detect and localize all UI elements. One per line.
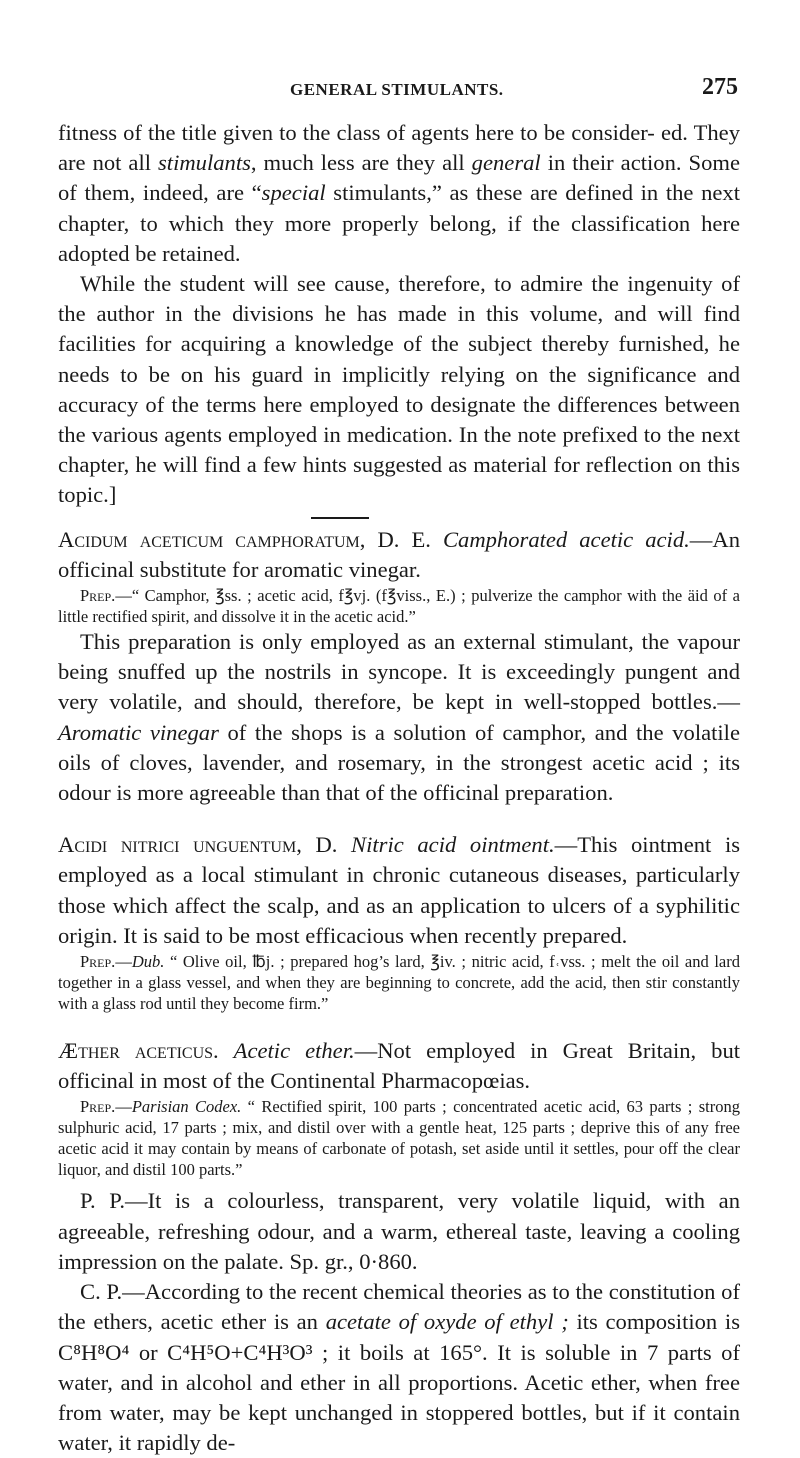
prep-text: “ Rectified spirit, 100 parts ; concentrated acetic acid, 63 parts ; strong sulphuric acid, 17 parts ; mix, and distil over with a gentle heat, 125 parts ; deprive this of any free acetic acid it may contain by means of carbonate of potash, set aside until it settles, pour off the clear liquor, and distil 100 parts.” bbox=[58, 1097, 740, 1180]
page-body bbox=[58, 118, 740, 1458]
emphasis-general: general bbox=[471, 150, 541, 176]
prep-label: Prep. bbox=[80, 952, 116, 972]
emphasis-aromatic-vinegar: Aromatic vinegar bbox=[58, 719, 219, 745]
entry-preparation: Prep.—Parisian Codex. “ Rectified spirit, 100 parts ; concentrated acetic acid, 63 parts ; strong sulphuric acid, 17 parts ; mix, and distil over with a gentle heat, 125 parts ; deprive this of any free acetic acid it may contain by means of carbonate of potash, set aside until it settles, pour off the clear liquor, and distil 100 parts.” bbox=[58, 1097, 740, 1180]
prep-text: —“ Camphor, ℥ss. ; acetic acid, f℥vj. (f℥viss., E.) ; pulverize the camphor with the äid of a little rectified spirit, and dissolve it in the acetic acid.” bbox=[58, 586, 740, 627]
intro-text: stimulants,” as bbox=[325, 180, 469, 206]
physical-properties: P. P.—It is a colourless, transparent, very volatile liquid, with an agreeable, refreshing odour, and a warm, ethereal taste, leaving a cooling impression on the palate. Sp. gr., 0·860. bbox=[58, 1188, 740, 1274]
entry-title: Acidi nitrici unguentum, bbox=[58, 832, 302, 858]
prep-source: Parisian Codex. bbox=[131, 1097, 242, 1117]
intro-paragraph-2: While the student will see cause, therefore, to admire the ingenuity of the author in the divisions he has made in this volume, and will find facilities for acquiring a knowledge of the subject thereby furnished, he needs to be on his guard in implicitly relying on the significance and accuracy of the terms here employed to designate the differences between the various agents employed in medication. In the note prefixed to the next chapter, he will find a few hints suggested as material for reflection on this topic.] bbox=[58, 271, 740, 508]
page-number: 275 bbox=[702, 74, 738, 100]
entry-source: D. E. bbox=[365, 526, 443, 552]
prep-text: “ Olive oil, ℔j. ; prepared hog’s lard, ℥iv. ; nitric acid, f˓vss. ; melt the oil and lard together in a glass vessel, and when they are beginning to concrete, add the acid, then stir constantly with a glass rod until they become firm.” bbox=[58, 952, 740, 1014]
cp-text: its composition is C⁸H⁸O⁴ or C⁴H⁵O+C⁴H³O³ ; it boils at 165°. It is soluble in 7 parts of water, and in alcohol and ether in all proportions. Acetic ether, when free from water, may be kept unchanged in stoppered bottles, but if it contain water, it rapidly de- bbox=[58, 1309, 740, 1456]
intro-text: in bbox=[540, 150, 566, 176]
section-divider bbox=[311, 517, 369, 519]
entry-note bbox=[58, 627, 740, 808]
intro-text: these are defined in the next chapter, to which they more properly belong, if the classification here adopted be retained. bbox=[58, 180, 740, 266]
entry-source bbox=[219, 1038, 234, 1063]
chemical-properties bbox=[58, 1277, 740, 1458]
emphasis-acetate-of-oxyde: acetate of oxyde of ethyl ; bbox=[325, 1309, 569, 1335]
entry-preparation bbox=[58, 585, 740, 627]
running-title: GENERAL STIMULANTS. bbox=[290, 80, 504, 99]
intro-text: their action. Some of them, indeed, are “ bbox=[58, 150, 740, 206]
note-text: of the shops is a solution of camphor, and the volatile oils of cloves, lavender, and rosemary, in the strongest acetic acid ; its odour is more agreeable than that of the officinal preparation. bbox=[58, 719, 740, 806]
entry-title: Acidum aceticum camphoratum, bbox=[58, 526, 366, 552]
entry-english-name: Camphorated acetic acid. bbox=[442, 526, 690, 552]
emphasis-special: special bbox=[261, 180, 326, 206]
intro-text: ed. They are not all bbox=[58, 120, 741, 176]
spacer bbox=[58, 808, 740, 830]
entry-english-name: Acetic ether. bbox=[233, 1038, 355, 1064]
note-text: This preparation is only employed as an external stimulant, the vapour being snuffed up the nostrils in syncope. It is exceedingly pungent and very volatile, and should, therefore, be kept in well-stopped bottles.— bbox=[58, 629, 740, 715]
entry-nitric-acid-ointment bbox=[58, 830, 740, 951]
entry-camphorated-acetic-acid bbox=[58, 525, 740, 585]
emphasis-stimulants: stimulants bbox=[158, 150, 251, 176]
entry-preparation: Prep.—Dub. “ Olive oil, ℔j. ; prepared hog’s lard, ℥iv. ; nitric acid, f˓vss. ; melt the oil and lard together in a glass vessel, and when they are beginning to concrete, add the acid, then stir constantly with a glass rod until they become firm.” bbox=[58, 952, 740, 1014]
entry-english-name: Nitric acid ointment. bbox=[351, 832, 555, 858]
intro-paragraph bbox=[58, 118, 740, 269]
spacer bbox=[58, 1014, 740, 1036]
entry-source: D. bbox=[301, 832, 352, 858]
intro-line-1: fitness of the title given to the class of agents here to be consider- bbox=[58, 120, 655, 145]
page-header bbox=[0, 74, 800, 104]
cp-text: C. P.—According to the recent chemical theories as to the constitution of the ethers, acetic ether is an bbox=[58, 1279, 740, 1335]
entry-acetic-ether bbox=[58, 1036, 740, 1096]
prep-label: Prep. bbox=[80, 1097, 116, 1117]
entry-description: —An officinal substitute for aromatic vinegar. bbox=[58, 526, 740, 582]
intro-text: , much less are they all bbox=[250, 150, 472, 176]
prep-label: Prep. bbox=[80, 586, 116, 606]
prep-source: Dub. bbox=[131, 952, 165, 972]
entry-description: —Not employed in Great Britain, but officinal in most of the Continental Pharmacopœias. bbox=[58, 1038, 741, 1094]
entry-description: —This ointment is employed as a local stimulant in chronic cutaneous diseases, particularly those which affect the scalp, and as an application to ulcers of a syphilitic origin. It is said to be most efficacious when recently prepared. bbox=[58, 832, 741, 948]
entry-title: Æther aceticus. bbox=[58, 1038, 219, 1064]
